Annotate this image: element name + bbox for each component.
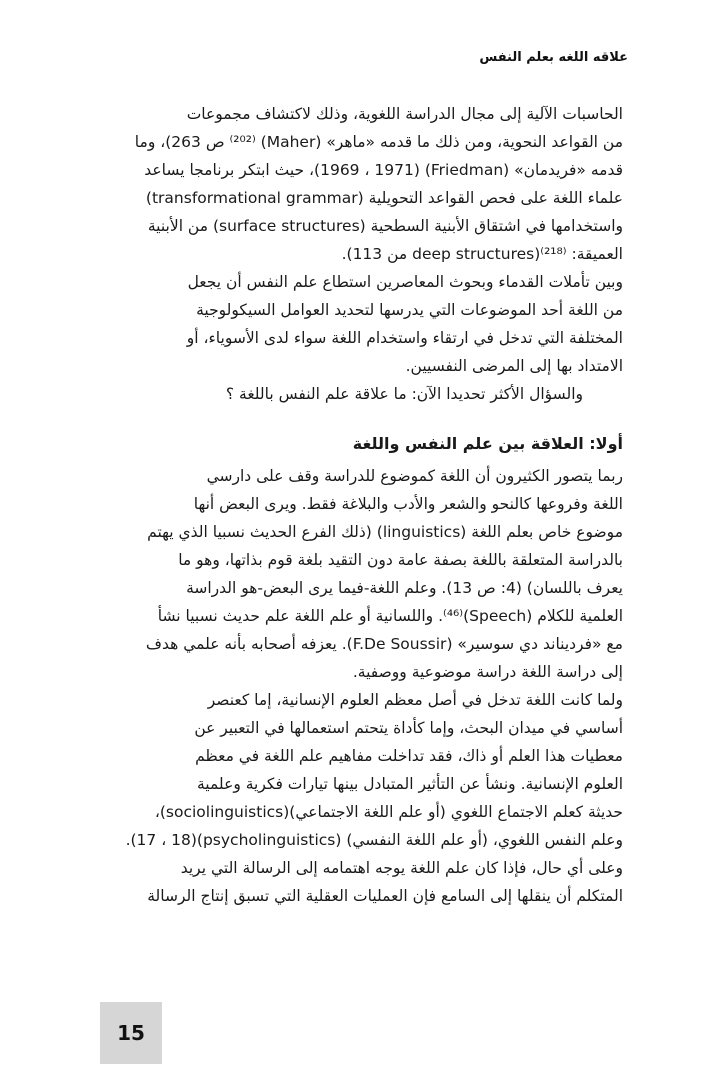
text-line: مع «فرديناند دي سوسير» (F.De Soussir). يعزفه أصحابه بأنه علمي هدف (145, 635, 623, 653)
text-line: المتكلم أن ينقلها إلى السامع فإن العمليات العقلية التي تسبق إنتاج الرسالة (147, 887, 623, 905)
text-line: والسؤال الأكثر تحديدا الآن: ما علاقة علم النفس باللغة ؟ (225, 385, 583, 403)
text-line: من اللغة أحد الموضوعات التي يدرسها لتحديد العوامل السيكولوجية (196, 301, 623, 319)
text-line: العلمية للكلام (Speech)⁽⁴⁶⁾. واللسانية أو علم اللغة علم حديث نسبيا نشأ (157, 607, 623, 625)
text-line: اللغة وفروعها كالنحو والشعر والأدب والبلاغة فقط. ويرى البعض أنها (193, 495, 623, 513)
text-line: قدمه «فريدمان» (Friedman) (1969 ، 1971)، حيث ابتكر برنامجا يساعد (144, 161, 623, 179)
paragraph-humanities-overlap (100, 686, 623, 854)
page-body (100, 100, 623, 910)
text-line: علماء اللغة على فحص القواعد التحويلية (transformational grammar) (145, 189, 623, 207)
text-line: إلى دراسة اللغة دراسة موضوعية ووصفية. (352, 663, 623, 681)
text-line: العلوم الإنسانية. ونشأ عن التأثير المتبادل بينها تيارات فكرية وعلمية (196, 775, 623, 793)
text-line: معطيات هذا العلم أو ذاك، فقد تداخلت مفاهيم علم اللغة في معظم (195, 747, 623, 765)
section-heading (100, 430, 623, 458)
text-line: الامتداد بها إلى المرضى النفسيين. (405, 357, 623, 375)
paragraph-computers-grammar (100, 100, 623, 268)
text-line: المختلفة التي تدخل في ارتقاء واستخدام اللغة سواء لدى الأسوياء، أو (186, 329, 623, 347)
text-line: من القواعد النحوية، ومن ذلك ما قدمه «ماهر» (Maher) ⁽²⁰²⁾ ص 263)، وما (134, 133, 623, 151)
text-line: وعلم النفس اللغوي، (أو علم اللغة النفسي) (psycholinguistics)(17 ، 18). (125, 831, 623, 849)
text-line: حديثة كعلم الاجتماع اللغوي (أو علم اللغة الاجتماعي)(sociolinguistics)، (154, 803, 623, 821)
text-line: موضوع خاص بعلم اللغة (linguistics) (ذلك الفرع الحديث نسبيا الذي يهتم (147, 523, 623, 541)
page-number: 15 (117, 1021, 145, 1045)
text-line: ولما كانت اللغة تدخل في أصل معظم العلوم الإنسانية، إما كعنصر (207, 691, 623, 709)
text-line: بالدراسة المتعلقة باللغة بصفة عامة دون التقيد بلغة قوم بذاتها، وهو ما (178, 551, 623, 569)
text-line: يعرف باللسان) (4: ص 13). وعلم اللغة-فيما يرى البعض-هو الدراسة (186, 579, 623, 597)
text-line: وعلى أي حال، فإذا كان علم اللغة يوجه اهتمامه إلى الرسالة التي يريد (180, 859, 623, 877)
text-line: وبين تأملات القدماء وبحوث المعاصرين استطاع علم النفس أن يجعل (187, 273, 623, 291)
paragraph-linguistics-definition (100, 462, 623, 686)
paragraph-question (100, 380, 623, 408)
paragraph-message (100, 854, 623, 910)
paragraph-psychology-language (100, 268, 623, 380)
text-line: ربما يتصور الكثيرون أن اللغة كموضوع للدراسة وقف على دارسي (206, 467, 623, 485)
heading-line: أولا: العلاقة بين علم النفس واللغة (352, 434, 623, 453)
text-line: الحاسبات الآلية إلى مجال الدراسة اللغوية، وذلك لاكتشاف مجموعات (186, 105, 623, 123)
text-line: واستخدامها في اشتقاق الأبنية السطحية (surface structures) من الأبنية (147, 217, 623, 235)
page-number-box (100, 1002, 162, 1064)
text-line: أساسي في ميدان البحث، وإما كأداة يتحتم استعمالها في التعبير عن (194, 719, 623, 737)
text-line: العميقة: ⁽²¹⁸⁾(deep structures من 113). (341, 245, 623, 263)
running-header-title: علاقه اللغه بعلم النفس (479, 50, 628, 65)
